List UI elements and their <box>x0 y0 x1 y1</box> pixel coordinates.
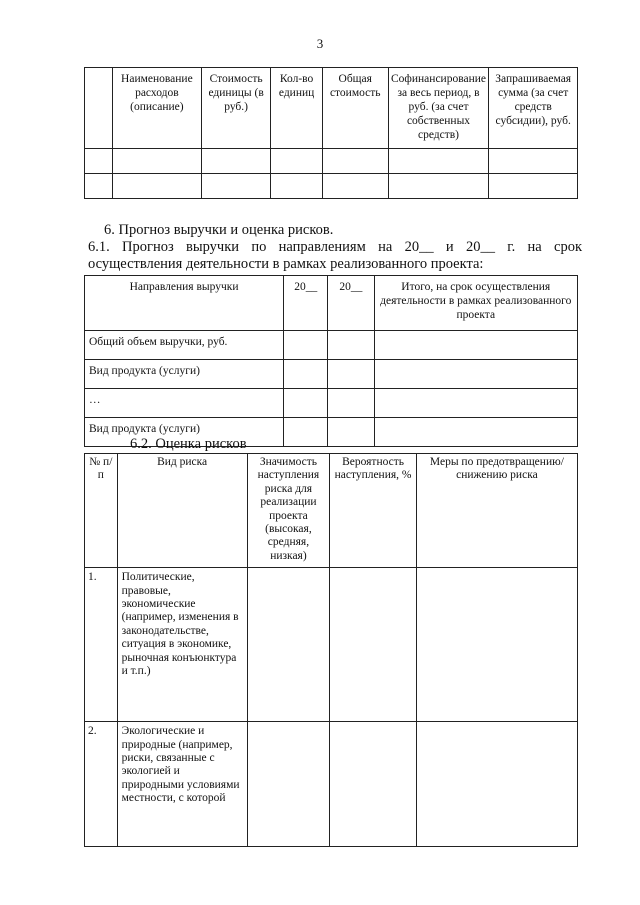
table-header-cell <box>85 68 113 149</box>
table-cell[interactable] <box>201 174 270 199</box>
table-cell[interactable] <box>201 149 270 174</box>
table-cell[interactable] <box>330 568 417 722</box>
table-header-cell: Итого, на срок осуществления деятельности в рамках реализованного проекта <box>374 276 578 331</box>
revenue-forecast-table <box>84 275 578 447</box>
subsection-title-continued: осуществления деятельности в рамках реализованного проекта: <box>88 256 484 272</box>
table-header-cell: Значимость наступления риска для реализации проекта (высокая, средняя, низкая) <box>247 454 330 568</box>
table-cell[interactable] <box>322 149 388 174</box>
expenses-table <box>84 67 578 199</box>
table-cell[interactable] <box>284 389 328 418</box>
table-row <box>85 722 578 847</box>
table-cell[interactable] <box>271 149 323 174</box>
table-header-row <box>85 454 578 568</box>
table-header-row <box>85 276 578 331</box>
table-row <box>85 360 578 389</box>
table-cell[interactable] <box>388 149 489 174</box>
subsection-title: 6.1. Прогноз выручки по направлениям на 20__ и 20__ г. на срок <box>88 239 582 255</box>
table-row <box>85 568 578 722</box>
table-cell[interactable] <box>374 331 578 360</box>
page-number: 3 <box>316 36 324 51</box>
table-cell[interactable] <box>85 149 113 174</box>
row-number: 1. <box>85 568 118 722</box>
table-cell[interactable] <box>112 149 201 174</box>
table-header-row <box>85 68 578 149</box>
table-row-label: … <box>85 389 284 418</box>
table-row <box>85 174 578 199</box>
table-cell[interactable] <box>328 418 374 447</box>
table-cell[interactable] <box>328 331 374 360</box>
table-row <box>85 331 578 360</box>
table-cell[interactable] <box>374 360 578 389</box>
table-header-cell: Вид риска <box>117 454 247 568</box>
table-row-label: Общий объем выручки, руб. <box>85 331 284 360</box>
table-header-cell: № п/п <box>85 454 118 568</box>
table-cell[interactable] <box>416 722 577 847</box>
table-cell[interactable] <box>374 418 578 447</box>
table-cell[interactable] <box>112 174 201 199</box>
table-header-cell: Стоимость единицы (в руб.) <box>201 68 270 149</box>
table-header-cell: Наименование расходов (описание) <box>112 68 201 149</box>
table-cell[interactable] <box>374 389 578 418</box>
section-title: 6. Прогноз выручки и оценка рисков. <box>104 222 334 238</box>
table-cell[interactable] <box>416 568 577 722</box>
table-cell[interactable] <box>322 174 388 199</box>
table-row <box>85 389 578 418</box>
table-cell[interactable] <box>284 331 328 360</box>
table-row <box>85 149 578 174</box>
table-cell[interactable] <box>85 174 113 199</box>
row-number: 2. <box>85 722 118 847</box>
table-cell[interactable] <box>247 568 330 722</box>
table-row-label: Вид продукта (услуги) <box>85 360 284 389</box>
risk-assessment-table <box>84 453 578 847</box>
table-header-cell: Направления выручки <box>85 276 284 331</box>
table-cell[interactable] <box>328 389 374 418</box>
risk-type: Экологические и природные (например, риски, связанные с экологией и природными условиями местности, с которой <box>117 722 247 847</box>
table-header-cell: Вероятность наступления, % <box>330 454 417 568</box>
table-header-cell: Кол-во единиц <box>271 68 323 149</box>
table-cell[interactable] <box>489 149 578 174</box>
table-cell[interactable] <box>284 418 328 447</box>
table-header-cell: Общая стоимость <box>322 68 388 149</box>
table-header-cell: 20__ <box>284 276 328 331</box>
table-header-cell: Софинансирование за весь период, в руб. (за счет собственных средств) <box>388 68 489 149</box>
table-row-label: Вид продукта (услуги) <box>85 418 284 447</box>
table-header-cell: 20__ <box>328 276 374 331</box>
subsection-title: 6.2. Оценка рисков <box>130 436 247 452</box>
table-cell[interactable] <box>284 360 328 389</box>
risk-type: Политические, правовые, экономические (например, изменения в законодательстве, ситуация в экономике, рыночная конъюнктура и т.п.) <box>117 568 247 722</box>
table-header-cell: Запрашиваемая сумма (за счет средств субсидии), руб. <box>489 68 578 149</box>
table-cell[interactable] <box>330 722 417 847</box>
table-cell[interactable] <box>271 174 323 199</box>
table-header-cell: Меры по предотвращению/снижению риска <box>416 454 577 568</box>
table-cell[interactable] <box>247 722 330 847</box>
table-cell[interactable] <box>489 174 578 199</box>
table-cell[interactable] <box>328 360 374 389</box>
table-cell[interactable] <box>388 174 489 199</box>
